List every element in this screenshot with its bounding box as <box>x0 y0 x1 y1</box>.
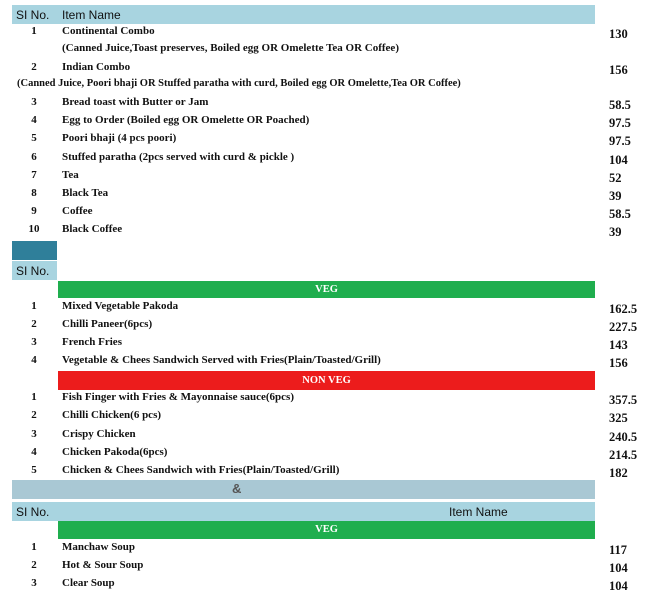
section3-header <box>12 502 595 521</box>
col-sino: SI No. <box>16 264 50 278</box>
list-item: 2 Hot & Sour Soup 104 <box>31 559 628 575</box>
list-item: 5 Poori bhaji (4 pcs poori) 97.5 <box>31 132 631 148</box>
col-sino: SI No. <box>16 505 50 519</box>
list-item: 6 Stuffed paratha (2pcs served with curd & pickle ) 104 <box>31 151 628 167</box>
list-item: 9 Coffee 58.5 <box>31 205 631 221</box>
list-item: 2 Chilli Paneer(6pcs) 227.5 <box>31 318 638 334</box>
veg-band: VEG <box>58 521 595 539</box>
col-item-name: Item Name <box>449 505 508 519</box>
list-item: 1 Continental Combo 130 <box>31 25 628 41</box>
list-item: 5 Chicken & Chees Sandwich with Fries(Plain/Toasted/Grill) 182 <box>31 464 628 480</box>
section3-title-bar <box>12 480 595 499</box>
item-description: (Canned Juice,Toast preserves, Boiled egg OR Omelette Tea OR Coffee) <box>62 42 399 54</box>
list-item: 3 Bread toast with Butter or Jam 58.5 <box>31 96 631 112</box>
item-description: (Canned Juice, Poori bhaji OR Stuffed paratha with curd, Boiled egg OR Omelette,Tea OR Coffee) <box>17 78 461 89</box>
col-item-name: Item Name <box>62 8 121 22</box>
list-item: 1 Mixed Vegetable Pakoda 162.5 <box>31 300 638 316</box>
list-item: 2 Indian Combo 156 <box>31 61 628 77</box>
list-item: 3 French Fries 143 <box>31 336 628 352</box>
section3-title: & <box>232 481 242 496</box>
col-sino: SI No. <box>16 8 50 22</box>
list-item: 4 Chicken Pakoda(6pcs) 214.5 <box>31 446 638 462</box>
list-item: 1 Manchaw Soup 117 <box>31 541 628 557</box>
list-item: 3 Clear Soup 104 <box>31 577 628 593</box>
list-item: 1 Fish Finger with Fries & Mayonnaise sauce(6pcs) 357.5 <box>31 391 638 407</box>
list-item: 7 Tea 52 <box>31 169 622 185</box>
list-item: 4 Egg to Order (Boiled egg OR Omelette OR Poached) 97.5 <box>31 114 631 130</box>
list-item: 8 Black Tea 39 <box>31 187 622 203</box>
list-item: 3 Crispy Chicken 240.5 <box>31 428 638 444</box>
nonveg-band: NON VEG <box>58 371 595 390</box>
list-item: 4 Vegetable & Chees Sandwich Served with Fries(Plain/Toasted/Grill) 156 <box>31 354 628 370</box>
section-divider-block <box>12 241 57 260</box>
list-item: 10 Black Coffee 39 <box>28 223 622 239</box>
section1-header <box>12 5 595 24</box>
section2-header <box>12 261 57 280</box>
list-item: 2 Chilli Chicken(6 pcs) 325 <box>31 409 628 425</box>
veg-band: VEG <box>58 281 595 298</box>
